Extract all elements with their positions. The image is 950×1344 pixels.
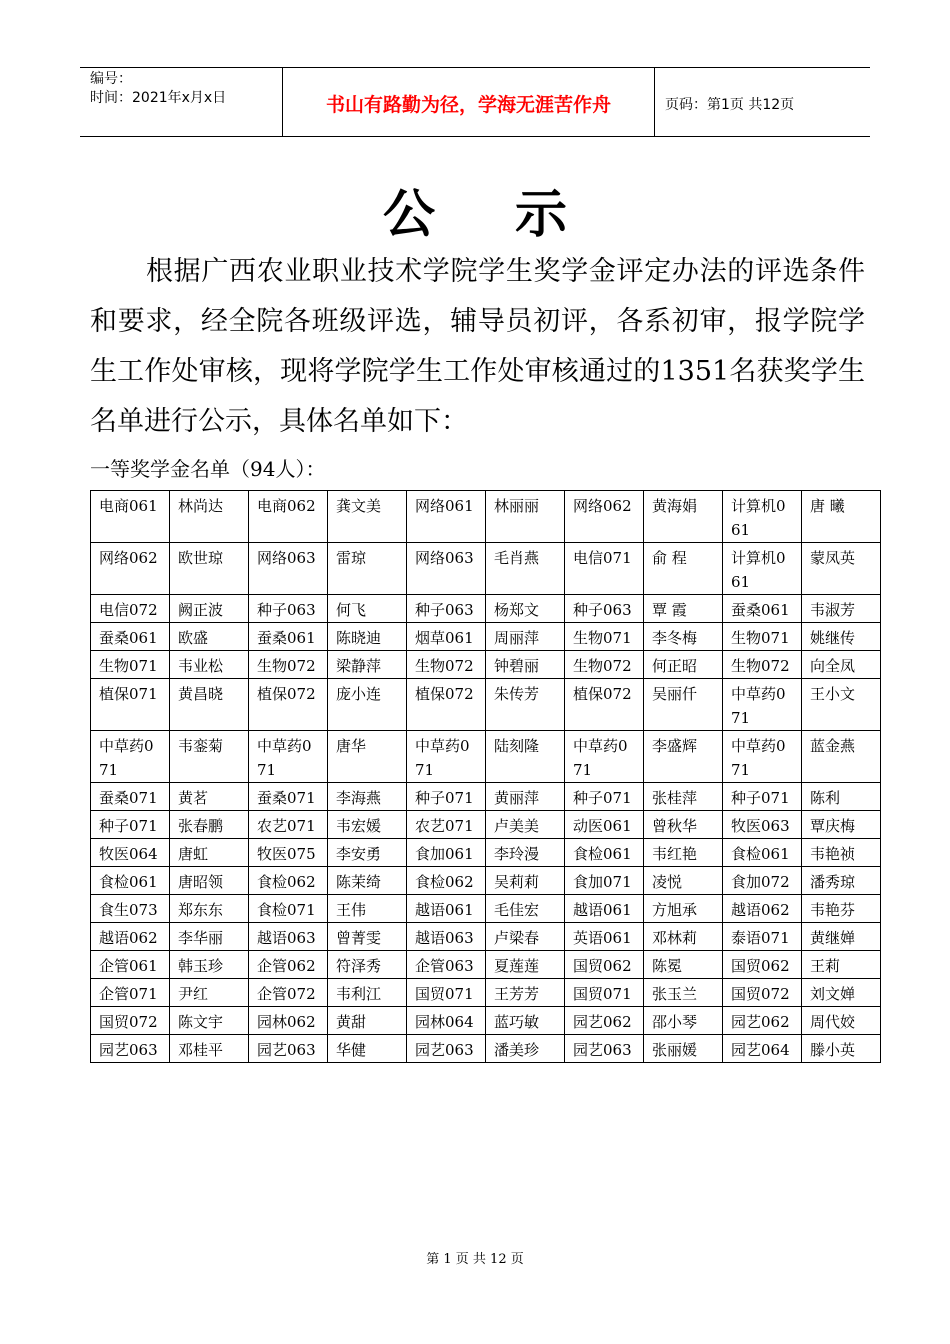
page-footer: 第 1 页 共 12 页 bbox=[426, 1252, 524, 1267]
student-name-cell: 尹红 bbox=[170, 979, 249, 1007]
class-cell: 种子071 bbox=[91, 811, 170, 839]
class-cell: 生物072 bbox=[249, 651, 328, 679]
class-cell: 国贸062 bbox=[723, 951, 802, 979]
student-name-cell: 李盛辉 bbox=[644, 731, 723, 783]
class-cell: 越语063 bbox=[249, 923, 328, 951]
student-name-cell: 唐虹 bbox=[170, 839, 249, 867]
class-cell: 种子063 bbox=[249, 595, 328, 623]
student-name-cell: 潘秀琼 bbox=[802, 867, 881, 895]
header-page-code: 页码：第1页 共12页 bbox=[665, 97, 795, 113]
student-name-cell: 周代姣 bbox=[802, 1007, 881, 1035]
class-cell: 中草药071 bbox=[249, 731, 328, 783]
header-motto: 书山有路勤为径，学海无涯苦作舟 bbox=[325, 94, 611, 116]
student-name-cell: 吴丽仟 bbox=[644, 679, 723, 731]
student-name-cell: 何飞 bbox=[328, 595, 407, 623]
award-list-body bbox=[91, 491, 881, 1063]
student-name-cell: 符泽秀 bbox=[328, 951, 407, 979]
student-name-cell: 郑东东 bbox=[170, 895, 249, 923]
class-cell: 动医061 bbox=[565, 811, 644, 839]
class-cell: 食检061 bbox=[91, 867, 170, 895]
class-cell: 网络062 bbox=[565, 491, 644, 543]
student-name-cell: 林丽丽 bbox=[486, 491, 565, 543]
class-cell: 企管063 bbox=[407, 951, 486, 979]
table-row bbox=[91, 783, 881, 811]
class-cell: 食检062 bbox=[249, 867, 328, 895]
class-cell: 越语062 bbox=[723, 895, 802, 923]
class-cell: 园艺062 bbox=[723, 1007, 802, 1035]
student-name-cell: 陈晓迪 bbox=[328, 623, 407, 651]
student-name-cell: 刘文婵 bbox=[802, 979, 881, 1007]
student-name-cell: 凌悦 bbox=[644, 867, 723, 895]
student-name-cell: 华健 bbox=[328, 1035, 407, 1063]
student-name-cell: 滕小英 bbox=[802, 1035, 881, 1063]
table-row bbox=[91, 651, 881, 679]
class-cell: 种子071 bbox=[723, 783, 802, 811]
student-name-cell: 韦利江 bbox=[328, 979, 407, 1007]
student-name-cell: 黄继婵 bbox=[802, 923, 881, 951]
student-name-cell: 张丽媛 bbox=[644, 1035, 723, 1063]
student-name-cell: 陆刻隆 bbox=[486, 731, 565, 783]
class-cell: 蚕桑071 bbox=[91, 783, 170, 811]
table-row bbox=[91, 951, 881, 979]
student-name-cell: 黄丽萍 bbox=[486, 783, 565, 811]
class-cell: 园艺064 bbox=[723, 1035, 802, 1063]
student-name-cell: 阙正波 bbox=[170, 595, 249, 623]
student-name-cell: 李安勇 bbox=[328, 839, 407, 867]
class-cell: 蚕桑061 bbox=[91, 623, 170, 651]
class-cell: 国贸072 bbox=[723, 979, 802, 1007]
student-name-cell: 夏莲莲 bbox=[486, 951, 565, 979]
student-name-cell: 韦宏媛 bbox=[328, 811, 407, 839]
student-name-cell: 邓桂平 bbox=[170, 1035, 249, 1063]
class-cell: 蚕桑061 bbox=[723, 595, 802, 623]
student-name-cell: 李华丽 bbox=[170, 923, 249, 951]
student-name-cell: 张春鹏 bbox=[170, 811, 249, 839]
student-name-cell: 曾秋华 bbox=[644, 811, 723, 839]
class-cell: 网络061 bbox=[407, 491, 486, 543]
student-name-cell: 庞小连 bbox=[328, 679, 407, 731]
class-cell: 食生073 bbox=[91, 895, 170, 923]
class-cell: 生物071 bbox=[91, 651, 170, 679]
class-cell: 国贸062 bbox=[565, 951, 644, 979]
class-cell: 越语062 bbox=[91, 923, 170, 951]
class-cell: 电信072 bbox=[91, 595, 170, 623]
class-cell: 园艺063 bbox=[91, 1035, 170, 1063]
class-cell: 中草药071 bbox=[723, 679, 802, 731]
class-cell: 食加072 bbox=[723, 867, 802, 895]
student-name-cell: 姚继传 bbox=[802, 623, 881, 651]
student-name-cell: 韦艳芬 bbox=[802, 895, 881, 923]
class-cell: 企管061 bbox=[91, 951, 170, 979]
table-row bbox=[91, 595, 881, 623]
class-cell: 国贸071 bbox=[407, 979, 486, 1007]
student-name-cell: 毛佳宏 bbox=[486, 895, 565, 923]
student-name-cell: 韦銮菊 bbox=[170, 731, 249, 783]
student-name-cell: 杨郑文 bbox=[486, 595, 565, 623]
class-cell: 中草药071 bbox=[723, 731, 802, 783]
table-row bbox=[91, 1007, 881, 1035]
student-name-cell: 邵小琴 bbox=[644, 1007, 723, 1035]
class-cell: 国贸072 bbox=[91, 1007, 170, 1035]
student-name-cell: 黄茗 bbox=[170, 783, 249, 811]
student-name-cell: 陈利 bbox=[802, 783, 881, 811]
class-cell: 生物071 bbox=[565, 623, 644, 651]
student-name-cell: 向全凤 bbox=[802, 651, 881, 679]
header-meta bbox=[90, 70, 226, 108]
student-name-cell: 蓝巧敏 bbox=[486, 1007, 565, 1035]
class-cell: 计算机061 bbox=[723, 543, 802, 595]
class-cell: 企管072 bbox=[249, 979, 328, 1007]
student-name-cell: 唐 曦 bbox=[802, 491, 881, 543]
table-row bbox=[91, 923, 881, 951]
class-cell: 种子063 bbox=[407, 595, 486, 623]
student-name-cell: 潘美珍 bbox=[486, 1035, 565, 1063]
student-name-cell: 覃 霞 bbox=[644, 595, 723, 623]
class-cell: 泰语071 bbox=[723, 923, 802, 951]
student-name-cell: 蓝金燕 bbox=[802, 731, 881, 783]
student-name-cell: 欧世琼 bbox=[170, 543, 249, 595]
student-name-cell: 韦红艳 bbox=[644, 839, 723, 867]
class-cell: 英语061 bbox=[565, 923, 644, 951]
class-cell: 电商062 bbox=[249, 491, 328, 543]
student-name-cell: 陈茉绮 bbox=[328, 867, 407, 895]
table-row bbox=[91, 839, 881, 867]
class-cell: 生物072 bbox=[407, 651, 486, 679]
student-name-cell: 曾菁雯 bbox=[328, 923, 407, 951]
class-cell: 植保071 bbox=[91, 679, 170, 731]
table-row bbox=[91, 623, 881, 651]
class-cell: 越语061 bbox=[407, 895, 486, 923]
class-cell: 园艺063 bbox=[407, 1035, 486, 1063]
class-cell: 网络063 bbox=[407, 543, 486, 595]
student-name-cell: 龚文美 bbox=[328, 491, 407, 543]
class-cell: 中草药071 bbox=[565, 731, 644, 783]
student-name-cell: 张玉兰 bbox=[644, 979, 723, 1007]
class-cell: 生物072 bbox=[565, 651, 644, 679]
class-cell: 农艺071 bbox=[249, 811, 328, 839]
table-row bbox=[91, 811, 881, 839]
student-name-cell: 朱传芳 bbox=[486, 679, 565, 731]
class-cell: 越语061 bbox=[565, 895, 644, 923]
student-name-cell: 卢美美 bbox=[486, 811, 565, 839]
document-date: 时间：2021年x月x日 bbox=[90, 90, 227, 106]
student-name-cell: 陈冕 bbox=[644, 951, 723, 979]
student-name-cell: 卢梁春 bbox=[486, 923, 565, 951]
class-cell: 农艺071 bbox=[407, 811, 486, 839]
class-cell: 种子063 bbox=[565, 595, 644, 623]
student-name-cell: 吴莉莉 bbox=[486, 867, 565, 895]
student-name-cell: 韦艳祯 bbox=[802, 839, 881, 867]
class-cell: 电商061 bbox=[91, 491, 170, 543]
class-cell: 植保072 bbox=[407, 679, 486, 731]
class-cell: 企管062 bbox=[249, 951, 328, 979]
class-cell: 园林064 bbox=[407, 1007, 486, 1035]
student-name-cell: 梁静萍 bbox=[328, 651, 407, 679]
student-name-cell: 雷琼 bbox=[328, 543, 407, 595]
section-label: 一等奖学金名单（94人）： bbox=[90, 457, 326, 481]
student-name-cell: 王芳芳 bbox=[486, 979, 565, 1007]
class-cell: 网络063 bbox=[249, 543, 328, 595]
student-name-cell: 陈文宇 bbox=[170, 1007, 249, 1035]
class-cell: 牧医064 bbox=[91, 839, 170, 867]
document-title: 公示 bbox=[382, 184, 647, 245]
class-cell: 植保072 bbox=[565, 679, 644, 731]
class-cell: 食检062 bbox=[407, 867, 486, 895]
class-cell: 生物072 bbox=[723, 651, 802, 679]
class-cell: 中草药071 bbox=[91, 731, 170, 783]
table-row bbox=[91, 731, 881, 783]
student-name-cell: 黄甜 bbox=[328, 1007, 407, 1035]
student-name-cell: 黄昌晓 bbox=[170, 679, 249, 731]
class-cell: 种子071 bbox=[565, 783, 644, 811]
class-cell: 园艺063 bbox=[249, 1035, 328, 1063]
class-cell: 电信071 bbox=[565, 543, 644, 595]
class-cell: 食检061 bbox=[565, 839, 644, 867]
class-cell: 种子071 bbox=[407, 783, 486, 811]
student-name-cell: 唐华 bbox=[328, 731, 407, 783]
student-name-cell: 何正昭 bbox=[644, 651, 723, 679]
class-cell: 企管071 bbox=[91, 979, 170, 1007]
class-cell: 植保072 bbox=[249, 679, 328, 731]
header-bottom-rule bbox=[80, 136, 870, 137]
class-cell: 蚕桑071 bbox=[249, 783, 328, 811]
class-cell: 计算机061 bbox=[723, 491, 802, 543]
table-row bbox=[91, 867, 881, 895]
student-name-cell: 俞 程 bbox=[644, 543, 723, 595]
table-row bbox=[91, 1035, 881, 1063]
student-name-cell: 唐昭领 bbox=[170, 867, 249, 895]
student-name-cell: 方旭承 bbox=[644, 895, 723, 923]
student-name-cell: 王小文 bbox=[802, 679, 881, 731]
student-name-cell: 张桂萍 bbox=[644, 783, 723, 811]
class-cell: 牧医063 bbox=[723, 811, 802, 839]
class-cell: 食加071 bbox=[565, 867, 644, 895]
student-name-cell: 欧盛 bbox=[170, 623, 249, 651]
student-name-cell: 王伟 bbox=[328, 895, 407, 923]
award-list-table bbox=[90, 490, 881, 1063]
student-name-cell: 周丽萍 bbox=[486, 623, 565, 651]
class-cell: 越语063 bbox=[407, 923, 486, 951]
table-row bbox=[91, 895, 881, 923]
student-name-cell: 李冬梅 bbox=[644, 623, 723, 651]
class-cell: 烟草061 bbox=[407, 623, 486, 651]
student-name-cell: 覃庆梅 bbox=[802, 811, 881, 839]
table-row bbox=[91, 679, 881, 731]
student-name-cell: 李海燕 bbox=[328, 783, 407, 811]
class-cell: 园林062 bbox=[249, 1007, 328, 1035]
student-name-cell: 蒙凤英 bbox=[802, 543, 881, 595]
student-name-cell: 李玲漫 bbox=[486, 839, 565, 867]
student-name-cell: 韦淑芳 bbox=[802, 595, 881, 623]
student-name-cell: 黄海娟 bbox=[644, 491, 723, 543]
class-cell: 食加061 bbox=[407, 839, 486, 867]
student-name-cell: 韩玉珍 bbox=[170, 951, 249, 979]
class-cell: 蚕桑061 bbox=[249, 623, 328, 651]
student-name-cell: 王莉 bbox=[802, 951, 881, 979]
class-cell: 中草药071 bbox=[407, 731, 486, 783]
class-cell: 园艺062 bbox=[565, 1007, 644, 1035]
student-name-cell: 韦业松 bbox=[170, 651, 249, 679]
class-cell: 网络062 bbox=[91, 543, 170, 595]
table-row bbox=[91, 979, 881, 1007]
class-cell: 园艺063 bbox=[565, 1035, 644, 1063]
student-name-cell: 邓林莉 bbox=[644, 923, 723, 951]
class-cell: 生物071 bbox=[723, 623, 802, 651]
class-cell: 牧医075 bbox=[249, 839, 328, 867]
student-name-cell: 林尚达 bbox=[170, 491, 249, 543]
intro-paragraph: 根据广西农业职业技术学院学生奖学金评定办法的评选条件和要求，经全院各班级评选，辅导员初评，各系初审，报学院学生工作处审核，现将学院学生工作处审核通过的1351名获奖学生名单进行公示，具体名单如下： bbox=[90, 256, 865, 437]
table-row bbox=[91, 543, 881, 595]
student-name-cell: 钟碧丽 bbox=[486, 651, 565, 679]
class-cell: 食检071 bbox=[249, 895, 328, 923]
class-cell: 国贸071 bbox=[565, 979, 644, 1007]
table-row bbox=[91, 491, 881, 543]
student-name-cell: 毛肖燕 bbox=[486, 543, 565, 595]
class-cell: 食检061 bbox=[723, 839, 802, 867]
document-code-label: 编号： bbox=[90, 71, 132, 87]
